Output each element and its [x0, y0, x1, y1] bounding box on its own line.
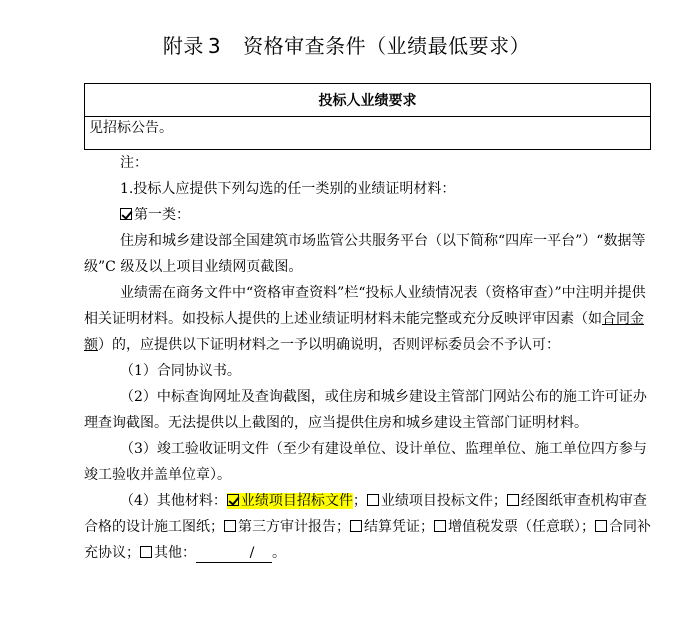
option-8-label: 其他： [154, 545, 196, 561]
checkbox-icon[interactable] [350, 520, 362, 532]
checkbox-icon[interactable] [434, 520, 446, 532]
sub-item-1: （1）合同协议书。 [120, 363, 241, 379]
sub-item-2: （2）中标查询网址及查询截图，或住房和城乡建设主管部门网站公布的施工许可证办理查询截图。无法提供以上截图的，应当提供住房和城乡建设主管部门证明材料。 [84, 389, 647, 431]
paragraph-1: 住房和城乡建设部全国建筑市场监管公共服务平台（以下简称“四库一平台”）“数据等级”C 级及以上项目业绩网页截图。 [84, 233, 646, 275]
page-title [0, 30, 693, 59]
title-text: 资格审查条件（业绩最低要求） [243, 34, 531, 58]
option-bid-docs-highlighted [227, 493, 353, 509]
separator: ； [492, 493, 507, 509]
category-1-label: 第一类： [134, 207, 190, 223]
end-mark: 。 [272, 545, 286, 561]
notes-section [84, 150, 651, 566]
table-header: 投标人业绩要求 [85, 84, 651, 117]
other-blank-field[interactable]: / [196, 544, 272, 563]
option-5-label: 结算凭证 [364, 519, 420, 535]
notes-label: 注： [120, 155, 148, 171]
checked-checkbox-icon[interactable] [120, 208, 132, 220]
sub-item-4-label: （4）其他材料： [120, 493, 227, 509]
separator: ； [336, 519, 350, 535]
category-1 [84, 202, 651, 228]
checkbox-icon[interactable] [595, 520, 607, 532]
checkbox-icon[interactable] [224, 520, 236, 532]
requirements-table [84, 83, 651, 150]
option-1-label: 业绩项目招标文件 [240, 493, 353, 509]
paragraph-2 [84, 280, 651, 358]
option-6-label: 增值税发票（任意联） [448, 519, 581, 535]
contract-amount-underlined: 合同金额 [84, 311, 644, 353]
checked-checkbox-icon[interactable] [227, 494, 239, 506]
separator: ； [126, 545, 140, 561]
paragraph-2-part-a: 业绩需在商务文件中“资格审查资料”栏“投标人业绩情况表（资格审查）”中注明并提供相关证明材料。如投标人提供的上述业绩证明材料未能完整或充分反映评审因素（如 [84, 285, 646, 327]
note-item-1: 1.投标人应提供下列勾选的任一类别的业绩证明材料： [120, 181, 456, 197]
title-prefix: 附录 [162, 34, 204, 58]
checkbox-icon[interactable] [507, 494, 519, 506]
sub-item-4 [84, 488, 651, 566]
checkbox-icon[interactable] [367, 494, 379, 506]
sub-item-3: （3）竣工验收证明文件（至少有建设单位、设计单位、监理单位、施工单位四方参与竣工验收并盖单位章）。 [84, 441, 647, 483]
option-3-label: 经图纸审查机构审查合格的设计施工图纸 [84, 493, 647, 535]
separator: ； [420, 519, 434, 535]
table-row [85, 117, 651, 150]
separator: ； [581, 519, 595, 535]
option-2-label: 业绩项目投标文件 [380, 493, 493, 509]
separator: ； [210, 519, 224, 535]
separator: ； [352, 493, 367, 509]
table-cell: 见招标公告。 [85, 117, 651, 150]
option-7-label: 合同补充协议 [84, 519, 651, 561]
paragraph-2-part-b: ）的，应提供以下证明材料之一予以明确说明，否则评标委员会不予认可： [98, 337, 560, 353]
table-header-row [85, 84, 651, 117]
checkbox-icon[interactable] [140, 546, 152, 558]
title-number: 3 [207, 34, 222, 58]
option-4-label: 第三方审计报告 [238, 519, 336, 535]
